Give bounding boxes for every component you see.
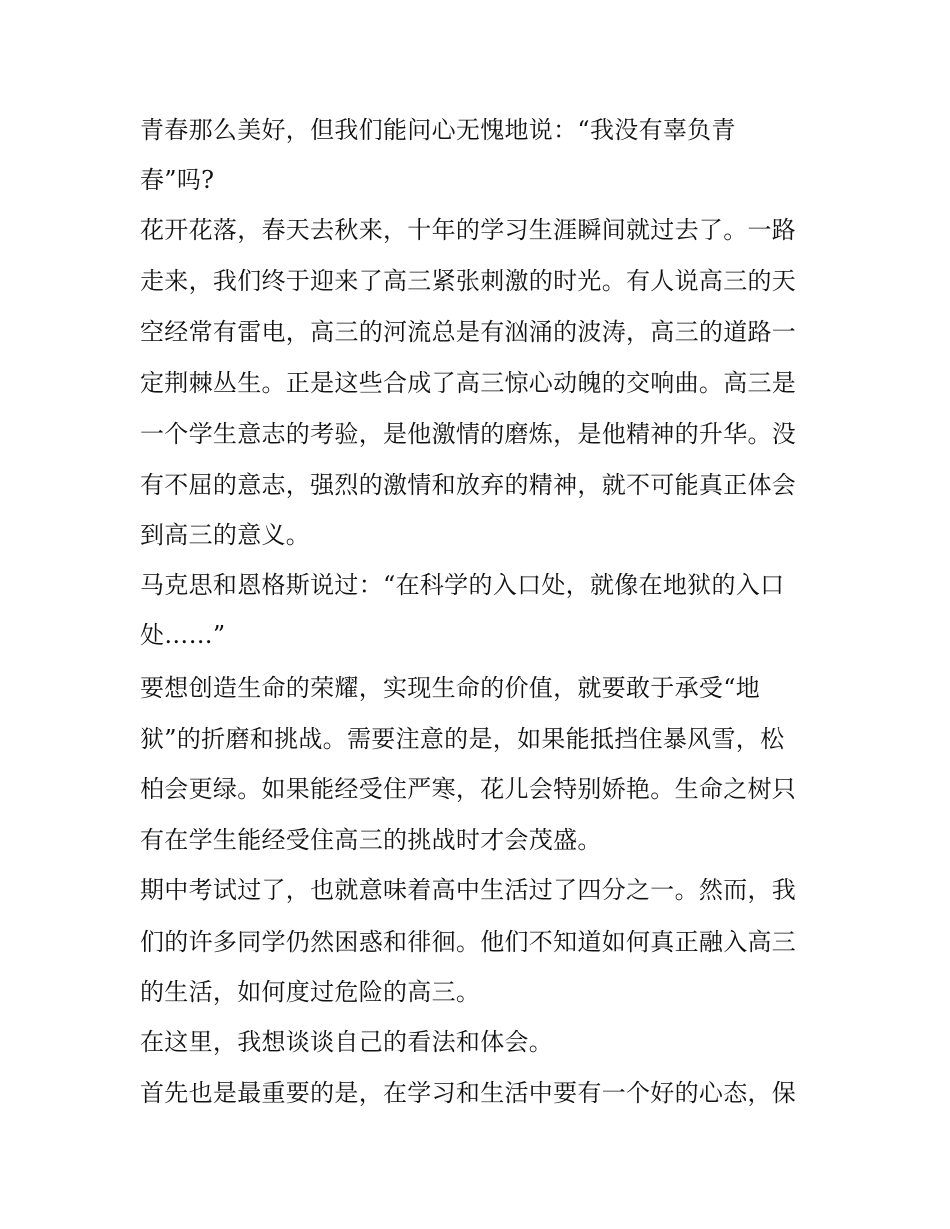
text-line: 到高三的意义。	[140, 521, 311, 549]
text-line: 定荆棘丛生。正是这些合成了高三惊心动魄的交响曲。高三是	[140, 369, 797, 397]
text-line: 首先也是最重要的是，在学习和生活中要有一个好的心态，保	[140, 1079, 797, 1107]
text-line: 春”吗?	[140, 166, 215, 194]
text-line: 们的许多同学仍然困惑和徘徊。他们不知道如何真正融入高三	[140, 928, 797, 956]
text-line: 马克思和恩格斯说过：“在科学的入口处，就像在地狱的入口	[140, 571, 785, 599]
text-line: 有在学生能经受住高三的挑战时才会茂盛。	[140, 826, 602, 854]
text-line: 狱”的折磨和挑战。需要注意的是，如果能抵挡住暴风雪，松	[140, 725, 785, 753]
text-line: 一个学生意志的考验，是他激情的磨炼，是他精神的升华。没	[140, 420, 797, 448]
text-line: 期中考试过了，也就意味着高中生活过了四分之一。然而，我	[140, 876, 797, 904]
text-line: 在这里，我想谈谈自己的看法和体会。	[140, 1028, 554, 1056]
text-line: 青春那么美好，但我们能问心无愧地说：“我没有辜负青	[140, 116, 736, 144]
text-line: 花开花落，春天去秋来，十年的学习生涯瞬间就过去了。一路	[140, 216, 797, 244]
text-line: 处……”	[140, 621, 226, 649]
text-line: 的生活，如何度过危险的高三。	[140, 978, 481, 1006]
text-line: 有不屈的意志，强烈的激情和放弃的精神，就不可能真正体会	[140, 471, 797, 499]
text-line: 走来，我们终于迎来了高三紧张刺激的时光。有人说高三的天	[140, 267, 797, 295]
text-line: 柏会更绿。如果能经受住严寒，花儿会特别娇艳。生命之树只	[140, 775, 797, 803]
text-line: 要想创造生命的荣耀，实现生命的价值，就要敢于承受“地	[140, 674, 761, 702]
text-line: 空经常有雷电，高三的河流总是有汹涌的波涛，高三的道路一	[140, 318, 797, 346]
